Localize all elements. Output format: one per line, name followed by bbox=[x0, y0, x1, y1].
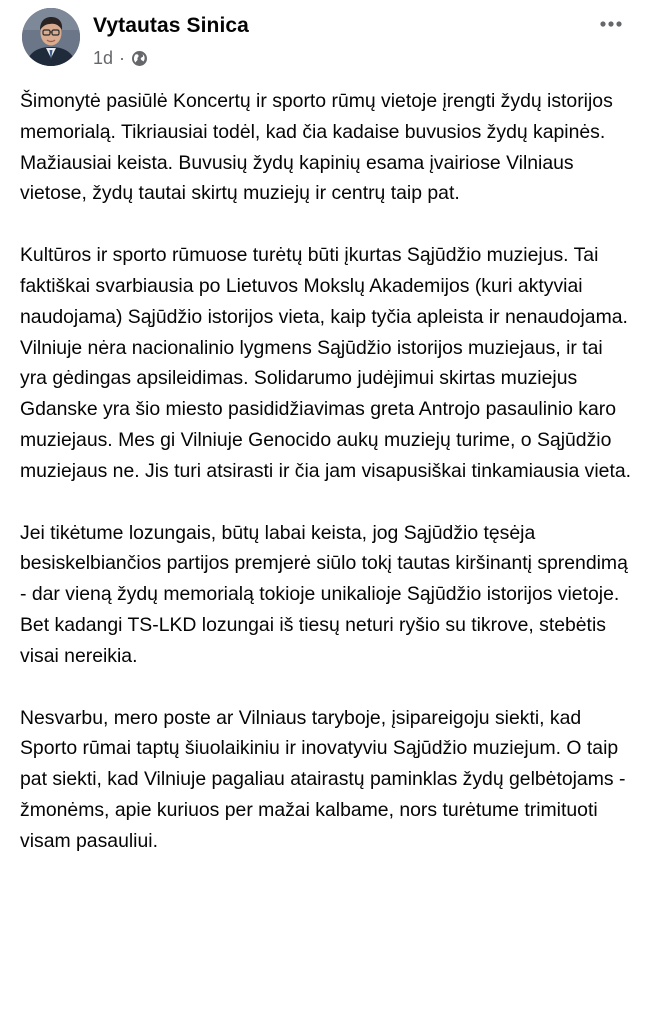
globe-icon bbox=[131, 50, 148, 67]
post-meta bbox=[93, 47, 148, 69]
author-name[interactable]: Vytautas Sinica bbox=[93, 14, 249, 37]
author-avatar[interactable] bbox=[22, 8, 80, 66]
post-paragraph: Kultūros ir sporto rūmuose turėtų būti įkurtas Sąjūdžio muziejus. Tai faktiškai svarbiausia po Lietuvos Mokslų Akademijos (kuri aktyviai naudojama) Sąjūdžio istorijos vieta, kaip tyčia apleista ir nenaudojama. Vilniuje nėra nacionalinio lygmens Sąjūdžio istorijos muziejaus, ir tai yra gėdingas apsileidimas. Solidarumo judėjimui skirtas muziejus Gdanske yra šio miesto pasididžiavimas greta Antrojo pasaulinio karo muziejaus. Mes gi Vilniuje Genocido aukų muziejų turime, o Sąjūdžio muziejaus ne. Jis turi atsirasti ir čia jam visapusiškai tinkamiausia vieta. bbox=[20, 244, 632, 482]
post-timestamp[interactable]: 1d bbox=[93, 47, 114, 68]
avatar-image bbox=[22, 8, 80, 66]
meta-separator: · bbox=[119, 47, 126, 68]
post-paragraph: Šimonytė pasiūlė Koncertų ir sporto rūmų vietoje įrengti žydų istorijos memorialą. Tikriausiai todėl, kad čia kadaise buvusios žydų kapinės. Mažiausiai keista. Buvusių žydų kapinių esama įvairiose Vilniaus vietose, žydų tautai skirtų muziejų ir centrų taip pat. bbox=[20, 90, 613, 205]
more-options-button[interactable] bbox=[596, 12, 626, 36]
post-paragraph: Jei tikėtume lozungais, būtų labai keista, jog Sąjūdžio tęsėja besiskelbiančios partijos premjerė siūlo tokį tautas kiršinantį sprendimą - dar vieną žydų memorialą tokioje unikalioje Sąjūdžio istorijos vietoje. Bet kadangi TS-LKD lozungai iš tiesų neturi ryšio su tikrove, stebėtis visai nereikia. bbox=[20, 521, 628, 667]
post-header bbox=[0, 0, 646, 80]
post-paragraph: Nesvarbu, mero poste ar Vilniaus taryboje, įsipareigoju siekti, kad Sporto rūmai taptų šiuolaikiniu ir inovatyviu Sąjūdžio muziejum. O taip pat siekti, kad Vilniuje pagaliau atairastų paminklas žydų gelbėtojams - žmonėms, apie kuriuos per mažai kalbame, nors turėtume trimituoti visam pasauliui. bbox=[20, 706, 626, 852]
post-text bbox=[20, 86, 632, 857]
more-dots-icon bbox=[599, 20, 623, 28]
